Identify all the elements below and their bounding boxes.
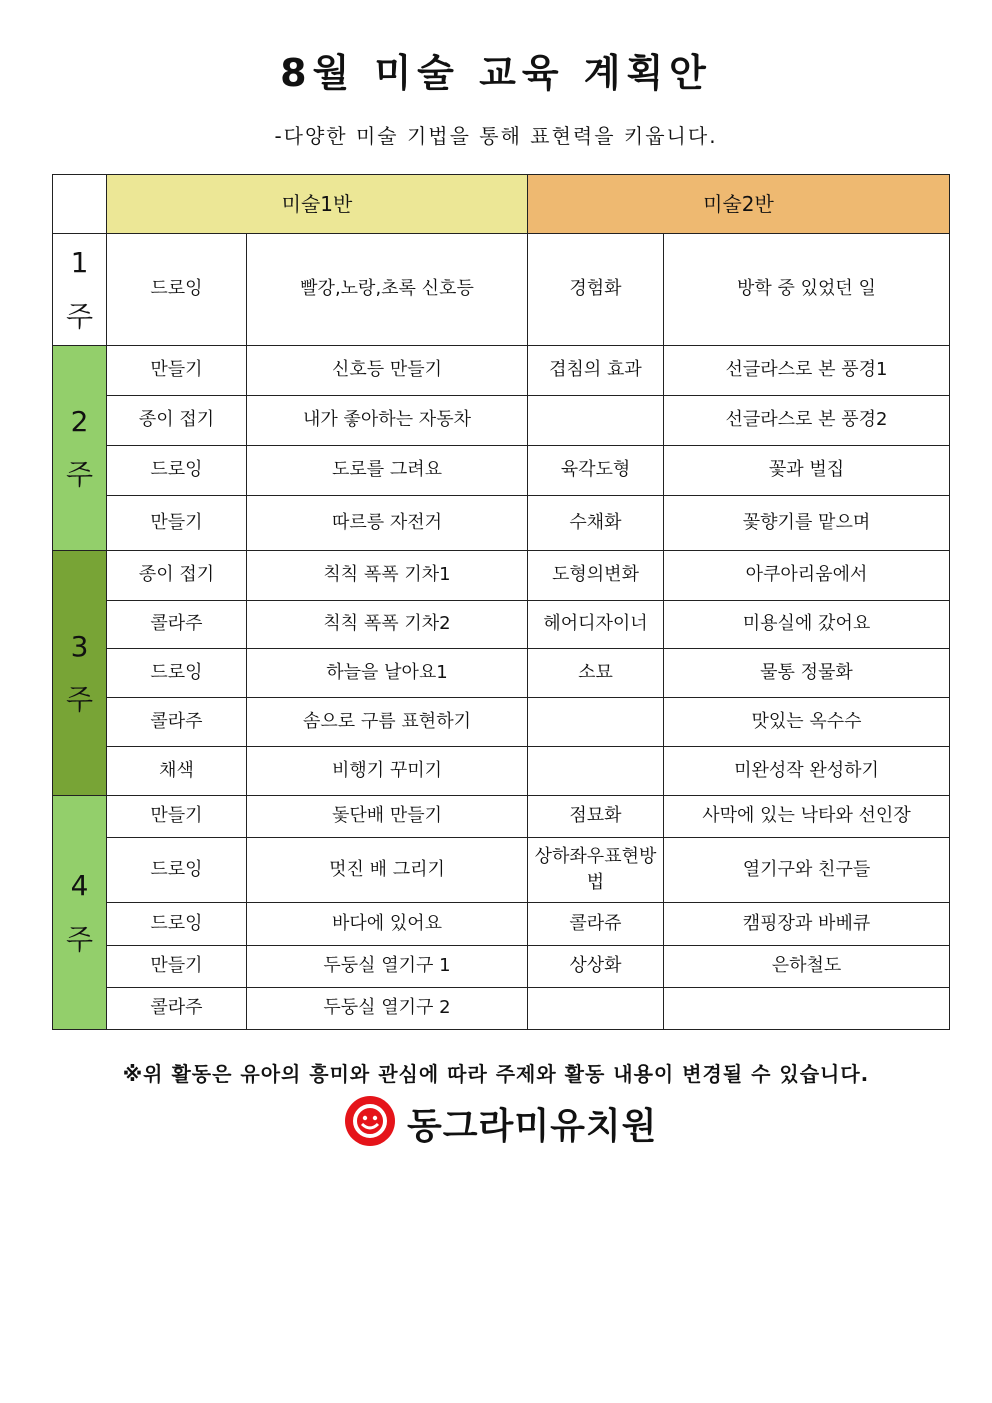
class2-activity-type: 육각도형 bbox=[528, 446, 664, 496]
table-row bbox=[53, 396, 950, 446]
table-row bbox=[53, 346, 950, 396]
class1-activity-topic: 내가 좋아하는 자동차 bbox=[247, 396, 528, 446]
class1-activity-topic: 두둥실 열기구 1 bbox=[247, 946, 528, 988]
class1-activity-topic: 빨강,노랑,초록 신호등 bbox=[247, 234, 528, 346]
table-row bbox=[53, 649, 950, 698]
table-row bbox=[53, 903, 950, 946]
class1-activity-topic: 도로를 그려요 bbox=[247, 446, 528, 496]
week-number: 3 bbox=[70, 629, 89, 663]
class2-activity-type: 상하좌우표현방법 bbox=[528, 838, 664, 903]
class2-activity-type: 경험화 bbox=[528, 234, 664, 346]
class1-activity-topic: 돛단배 만들기 bbox=[247, 796, 528, 838]
table-row bbox=[53, 988, 950, 1030]
class1-header: 미술1반 bbox=[107, 175, 528, 234]
notice-text: ※위 활동은 유아의 흥미와 관심에 따라 주제와 활동 내용이 변경될 수 있습니다. bbox=[122, 1062, 870, 1086]
class1-activity-type: 종이 접기 bbox=[107, 551, 247, 601]
class1-activity-type: 드로잉 bbox=[107, 649, 247, 698]
class2-activity-type: 겹침의 효과 bbox=[528, 346, 664, 396]
class1-activity-type: 종이 접기 bbox=[107, 396, 247, 446]
class1-activity-topic: 칙칙 폭폭 기차1 bbox=[247, 551, 528, 601]
class2-activity-type bbox=[528, 988, 664, 1030]
class1-activity-topic: 솜으로 구름 표현하기 bbox=[247, 698, 528, 747]
class2-activity-type bbox=[528, 698, 664, 747]
class2-activity-topic: 미완성작 완성하기 bbox=[664, 747, 950, 796]
table-row bbox=[53, 838, 950, 903]
class2-activity-topic: 방학 중 있었던 일 bbox=[664, 234, 950, 346]
class2-activity-topic: 미용실에 갔어요 bbox=[664, 601, 950, 649]
week-number: 2 bbox=[70, 404, 89, 438]
class2-activity-type: 상상화 bbox=[528, 946, 664, 988]
class1-activity-type: 만들기 bbox=[107, 346, 247, 396]
class2-activity-type: 헤어디자이너 bbox=[528, 601, 664, 649]
class2-activity-topic: 은하철도 bbox=[664, 946, 950, 988]
class1-activity-topic: 신호등 만들기 bbox=[247, 346, 528, 396]
logo-wordmark: 동그라미유치원 bbox=[407, 1106, 658, 1147]
class2-activity-topic: 선글라스로 본 풍경1 bbox=[664, 346, 950, 396]
class2-activity-type: 수채화 bbox=[528, 496, 664, 551]
week-number: 1 bbox=[70, 246, 89, 280]
week-unit: 주 bbox=[65, 299, 94, 333]
week-label-cell bbox=[53, 234, 107, 346]
table-row bbox=[53, 946, 950, 988]
class1-activity-type: 콜라주 bbox=[107, 698, 247, 747]
header-blank-cell bbox=[53, 175, 107, 234]
table-row bbox=[53, 698, 950, 747]
class1-activity-topic: 멋진 배 그리기 bbox=[247, 838, 528, 903]
table-row bbox=[53, 234, 950, 346]
class1-activity-topic: 두둥실 열기구 2 bbox=[247, 988, 528, 1030]
week-label-cell bbox=[53, 551, 107, 796]
page-subtitle: -다양한 미술 기법을 통해 표현력을 키웁니다. bbox=[274, 124, 718, 148]
class1-activity-type: 드로잉 bbox=[107, 903, 247, 946]
class2-activity-topic: 아쿠아리움에서 bbox=[664, 551, 950, 601]
class2-activity-topic: 열기구와 친구들 bbox=[664, 838, 950, 903]
kindergarten-logo bbox=[345, 1096, 658, 1148]
table-row bbox=[53, 601, 950, 649]
class2-activity-type bbox=[528, 747, 664, 796]
class1-activity-topic: 하늘을 날아요1 bbox=[247, 649, 528, 698]
class1-activity-type: 만들기 bbox=[107, 946, 247, 988]
class2-activity-topic: 캠핑장과 바베큐 bbox=[664, 903, 950, 946]
class1-activity-type: 드로잉 bbox=[107, 838, 247, 903]
week-number: 4 bbox=[70, 869, 89, 903]
week-label-cell bbox=[53, 796, 107, 1030]
class1-activity-topic: 칙칙 폭폭 기차2 bbox=[247, 601, 528, 649]
table-header-row bbox=[53, 175, 950, 234]
table-row bbox=[53, 496, 950, 551]
table-row bbox=[53, 747, 950, 796]
class2-activity-type: 점묘화 bbox=[528, 796, 664, 838]
class1-activity-type: 드로잉 bbox=[107, 446, 247, 496]
week-label-cell bbox=[53, 346, 107, 551]
class2-activity-type: 도형의변화 bbox=[528, 551, 664, 601]
class1-activity-topic: 비행기 꾸미기 bbox=[247, 747, 528, 796]
class1-activity-type: 콜라주 bbox=[107, 988, 247, 1030]
class1-activity-type: 드로잉 bbox=[107, 234, 247, 346]
class2-activity-topic bbox=[664, 988, 950, 1030]
class1-activity-type: 만들기 bbox=[107, 496, 247, 551]
smiley-logo-icon bbox=[345, 1096, 395, 1146]
class2-activity-type: 소묘 bbox=[528, 649, 664, 698]
table-row bbox=[53, 551, 950, 601]
class1-activity-type: 콜라주 bbox=[107, 601, 247, 649]
art-plan-table bbox=[52, 174, 950, 1030]
class1-activity-type: 채색 bbox=[107, 747, 247, 796]
class1-activity-topic: 바다에 있어요 bbox=[247, 903, 528, 946]
week-unit: 주 bbox=[65, 922, 94, 956]
table-row bbox=[53, 796, 950, 838]
class2-activity-type bbox=[528, 396, 664, 446]
table-row bbox=[53, 446, 950, 496]
class2-activity-topic: 사막에 있는 낙타와 선인장 bbox=[664, 796, 950, 838]
class2-activity-topic: 맛있는 옥수수 bbox=[664, 698, 950, 747]
week-unit: 주 bbox=[65, 458, 94, 491]
class2-activity-topic: 선글라스로 본 풍경2 bbox=[664, 396, 950, 446]
class2-activity-topic: 꽃과 벌집 bbox=[664, 446, 950, 496]
class1-activity-topic: 따르릉 자전거 bbox=[247, 496, 528, 551]
page-title: 8월 미술 교육 계획안 bbox=[280, 51, 712, 95]
class2-activity-topic: 꽃향기를 맡으며 bbox=[664, 496, 950, 551]
class2-activity-type: 콜라쥬 bbox=[528, 903, 664, 946]
week-unit: 주 bbox=[65, 683, 94, 716]
class2-header: 미술2반 bbox=[528, 175, 950, 234]
class1-activity-type: 만들기 bbox=[107, 796, 247, 838]
class2-activity-topic: 물통 정물화 bbox=[664, 649, 950, 698]
